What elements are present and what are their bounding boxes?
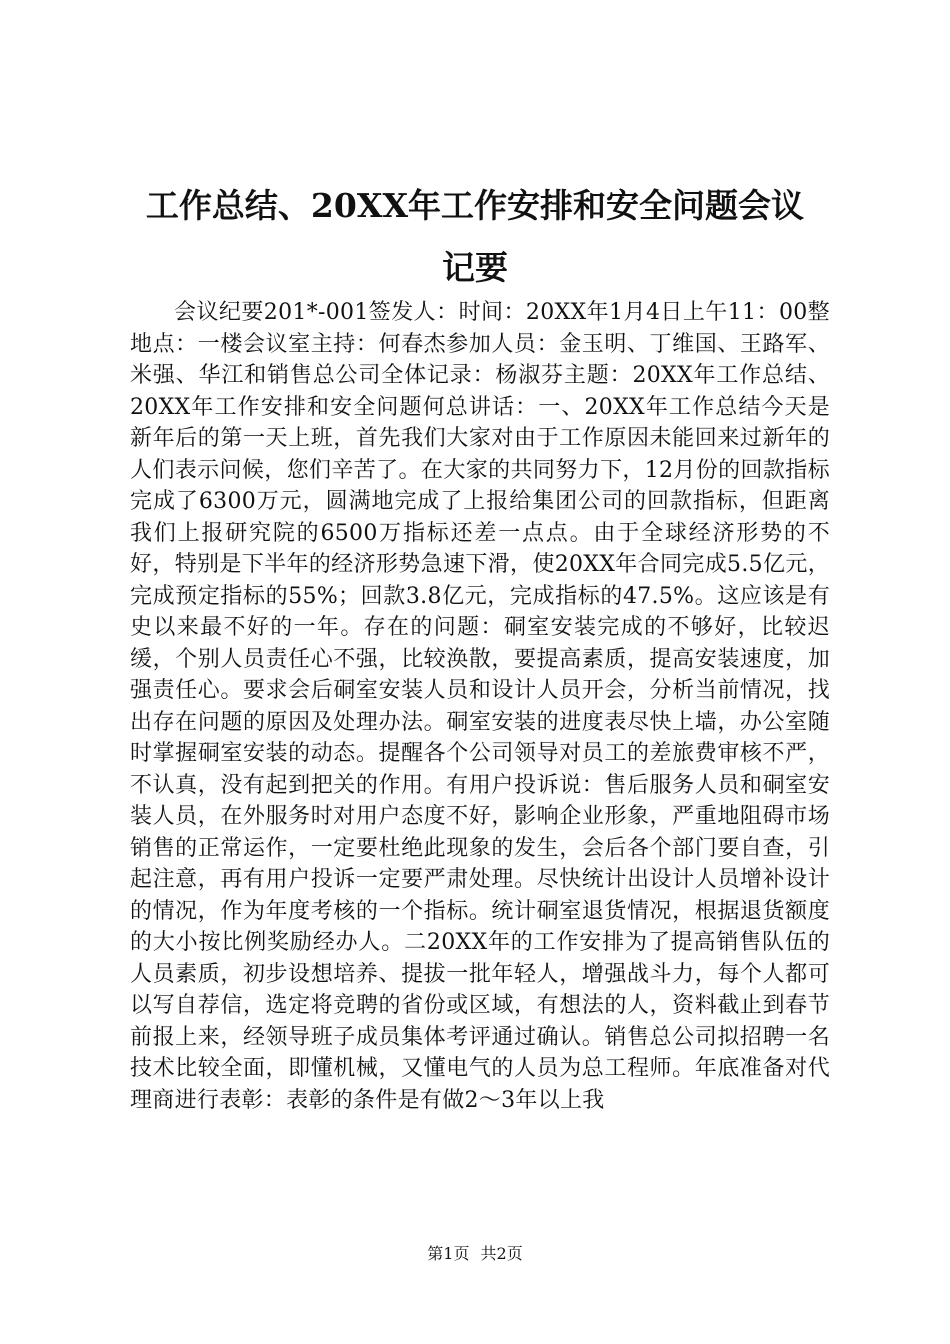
document-title-line-1: 工作总结、20XX年工作安排和安全问题会议 (145, 186, 805, 225)
page-total: 共2页 (480, 1244, 523, 1263)
page-footer (0, 1244, 950, 1264)
page-number: 第1页 (427, 1244, 470, 1263)
document-body: 会议纪要201*-001签发人：时间：20XX年1月4日上午11：00整地点：一楼会议室主持：何春杰参加人员：金玉明、丁维国、王路军、米强、华江和销售总公司全体记录：杨淑芬主题：20XX年工作总结、20XX年工作安排和安全问题何总讲话：一、20XX年工作总结今天是新年后的第一天上班，首先我们大家对由于工作原因未能回来过新年的人们表示问候，您们辛苦了。在大家的共同努力下，12月份的回款指标完成了6300万元，圆满地完成了上报给集团公司的回款指标，但距离我们上报研究院的6500万指标还差一点点。由于全球经济形势的不好，特别是下半年的经济形势急速下滑，使20XX年合同完成5.5亿元，完成预定指标的55%；回款3.8亿元，完成指标的47.5%。这应该是有史以来最不好的一年。存在的问题：硐室安装完成的不够好，比较迟缓，个别人员责任心不强，比较涣散，要提高素质，提高安装速度，加强责任心。要求会后硐室安装人员和设计人员开会，分析当前情况，找出存在问题的原因及处理办法。硐室安装的进度表尽快上墙，办公室随时掌握硐室安装的动态。提醒各个公司领导对员工的差旅费审核不严，不认真，没有起到把关的作用。有用户投诉说：售后服务人员和硐室安装人员，在外服务时对用户态度不好，影响企业形象，严重地阻碍市场销售的正常运作，一定要杜绝此现象的发生，会后各个部门要自查，引起注意，再有用户投诉一定要严肃处理。尽快统计出设计人员增补设计的情况，作为年度考核的一个指标。统计硐室退货情况，根据退货额度的大小按比例奖励经办人。二20XX年的工作安排为了提高销售队伍的人员素质，初步设想培养、提拔一批年轻人，增强战斗力，每个人都可以写自荐信，选定将竞聘的省份或区域，有想法的人，资料截止到春节前报上来，经领导班子成员集体考评通过确认。销售总公司拟招聘一名技术比较全面，即懂机械，又懂电气的人员为总工程师。年底准备对代理商进行表彰：表彰的条件是有做2～3年以上我 (130, 300, 830, 1113)
document-title-line-2: 记要 (442, 248, 508, 287)
